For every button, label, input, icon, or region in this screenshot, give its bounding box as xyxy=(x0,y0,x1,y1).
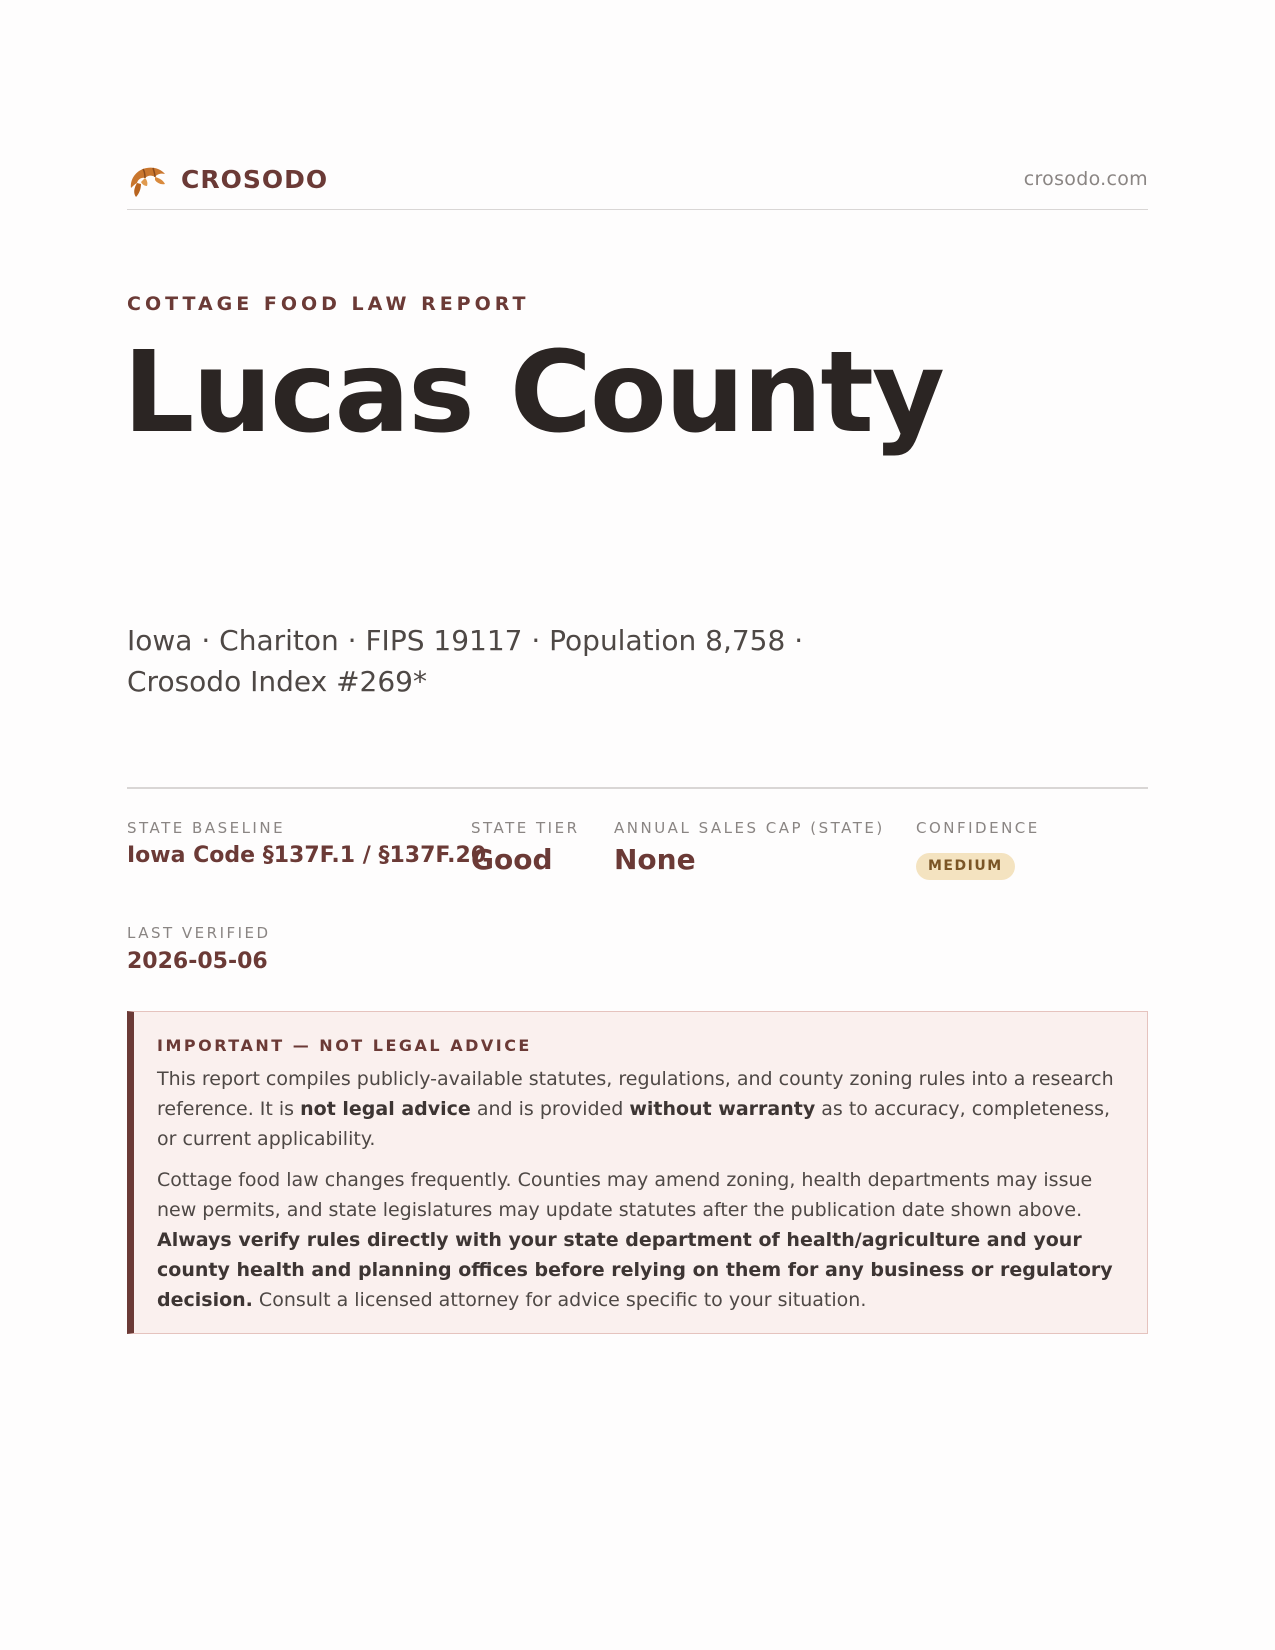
brand[interactable] xyxy=(127,158,328,200)
notice-emphasis: not legal advice xyxy=(300,1098,471,1120)
notice-emphasis: without warranty xyxy=(629,1098,816,1120)
notice-paragraph-2 xyxy=(157,1165,1127,1315)
state-baseline-label: STATE BASELINE xyxy=(127,819,286,837)
page-header xyxy=(127,158,1148,210)
notice-text: as to accuracy, completeness, or current applicability. xyxy=(157,1098,1111,1150)
notice-text: Cottage food law changes frequently. Counties may amend zoning, health departments may issue new permits, and state legislatures may update statutes after the publication date shown above. xyxy=(157,1169,1093,1221)
site-url[interactable]: crosodo.com xyxy=(1023,168,1148,190)
sales-cap-value: None xyxy=(614,843,696,876)
notice-title: IMPORTANT — NOT LEGAL ADVICE xyxy=(157,1036,532,1055)
confidence-badge: MEDIUM xyxy=(916,853,1015,880)
last-verified-value: 2026-05-06 xyxy=(127,949,268,974)
state-tier-label: STATE TIER xyxy=(471,819,580,837)
notice-paragraph-1 xyxy=(157,1064,1127,1154)
croissant-icon xyxy=(127,158,169,200)
last-verified-label: LAST VERIFIED xyxy=(127,924,271,942)
divider xyxy=(127,787,1148,789)
report-page xyxy=(123,0,1148,1650)
state-tier-value: Good xyxy=(471,843,553,876)
state-baseline-value: Iowa Code §137F.1 / §137F.20 xyxy=(127,843,487,868)
report-eyebrow: COTTAGE FOOD LAW REPORT xyxy=(127,293,530,315)
notice-emphasis: Always verify rules directly with your state department of health/agriculture and your county health and planning offices before relying on them for any business or regulatory decision. xyxy=(157,1229,1113,1311)
confidence-label: CONFIDENCE xyxy=(916,819,1040,837)
page-title: Lucas County xyxy=(123,328,943,458)
brand-name: CROSODO xyxy=(181,164,329,194)
report-subtitle: Iowa · Chariton · FIPS 19117 · Population 8,758 · Crosodo Index #269* xyxy=(127,624,804,698)
notice-text: This report compiles publicly-available statutes, regulations, and county zoning rules into a research reference. It is xyxy=(157,1068,1114,1120)
notice-text: and is provided xyxy=(470,1098,630,1120)
notice-text: Consult a licensed attorney for advice specific to your situation. xyxy=(252,1289,867,1311)
sales-cap-label: ANNUAL SALES CAP (STATE) xyxy=(614,819,885,837)
legal-notice xyxy=(127,1011,1148,1334)
